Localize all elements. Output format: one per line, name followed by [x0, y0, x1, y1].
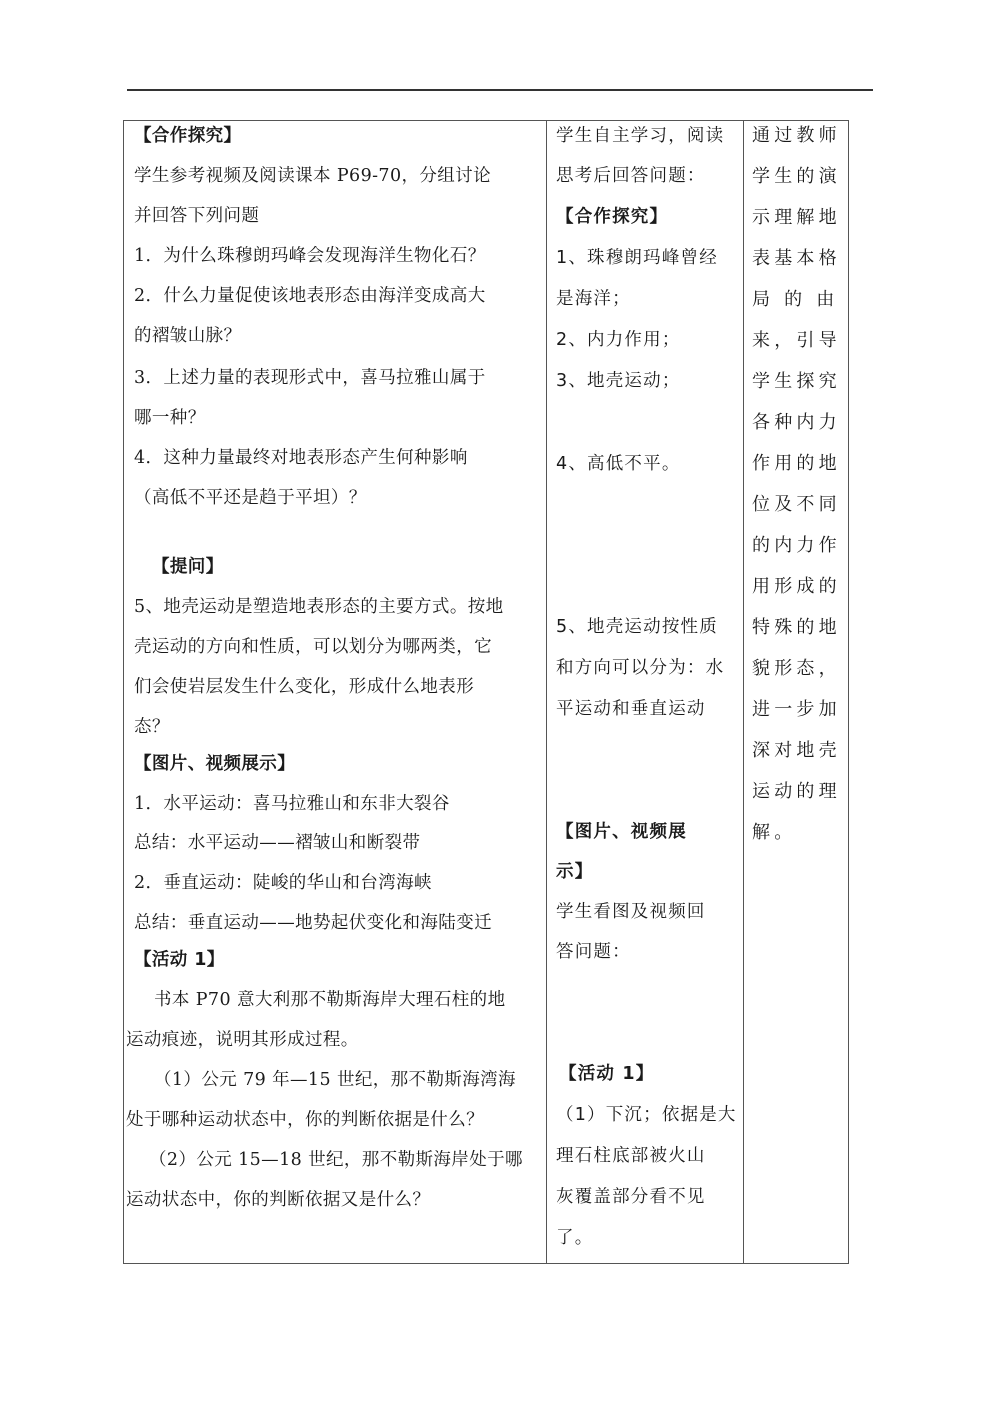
text-line: （2）公元 15—18 世纪，那不勒斯海岸处于哪	[149, 1150, 523, 1170]
question-2: 2．什么力量促使该地表形态由海洋变成高大	[134, 286, 486, 306]
answer-3: 3、地壳运动；	[556, 371, 681, 391]
text-line: 壳运动的方向和性质，可以划分为哪两类，它	[134, 637, 492, 657]
answer-5: 5、地壳运动按性质	[556, 617, 718, 637]
text-line: 貌形态，	[752, 658, 841, 679]
text-line: 各种内力	[752, 412, 841, 433]
text-line: 作用的地	[752, 453, 841, 474]
text-line: 2．垂直运动：陡峻的华山和台湾海峡	[134, 873, 432, 893]
design-intent-column	[744, 121, 848, 1263]
text-line: 来，引导	[752, 330, 841, 351]
text-line: 答问题：	[556, 942, 631, 962]
text-line: 通过教师	[752, 125, 841, 146]
text-line: 1．水平运动：喜马拉雅山和东非大裂谷	[134, 794, 450, 814]
text-line: 书本 P70 意大利那不勒斯海岸大理石柱的地	[154, 990, 506, 1010]
question-3: 3．上述力量的表现形式中，喜马拉雅山属于	[134, 368, 486, 388]
text-line: （高低不平还是趋于平坦）？	[134, 488, 367, 508]
section-heading-media: 【图片、视频展	[556, 822, 687, 842]
text-line: （1）公元 79 年—15 世纪，那不勒斯海湾海	[154, 1070, 516, 1090]
text-line: 态？	[134, 717, 170, 737]
text-line: 处于哪种运动状态中，你的判断依据是什么？	[126, 1110, 484, 1130]
student-activity-column	[547, 121, 744, 1263]
question-4: 4．这种力量最终对地表形态产生何种影响	[134, 448, 468, 468]
text-line: 学生的演	[752, 166, 841, 187]
text-line: 进一步加	[752, 699, 841, 720]
text-line: 示理解地	[752, 207, 841, 228]
text-line: 学生自主学习，阅读	[556, 126, 725, 146]
section-heading-media: 【图片、视频展示】	[134, 754, 296, 774]
section-heading-cooperation: 【合作探究】	[134, 126, 242, 146]
text-line: 用形成的	[752, 576, 841, 597]
text-line: 学生看图及视频回	[556, 902, 706, 922]
text-line: 是海洋；	[556, 289, 631, 309]
text-line: 理石柱底部被火山	[556, 1146, 706, 1166]
text-line: 位及不同	[752, 494, 841, 515]
text-line: 的褶皱山脉？	[134, 326, 242, 346]
lesson-table	[123, 120, 849, 1264]
text-line: 思考后回答问题：	[556, 166, 706, 186]
text-line: 学生探究	[752, 371, 841, 392]
section-heading-cooperation: 【合作探究】	[556, 207, 669, 227]
text-line: 表基本格	[752, 248, 841, 269]
question-1: 1．为什么珠穆朗玛峰会发现海洋生物化石？	[134, 246, 486, 266]
activity-column	[124, 121, 547, 1263]
text-line: 运动痕迹，说明其形成过程。	[126, 1030, 359, 1050]
text-line: 平运动和垂直运动	[556, 699, 706, 719]
text-line: 们会使岩层发生什么变化，形成什么地表形	[134, 677, 475, 697]
text-line: 灰覆盖部分看不见	[556, 1187, 706, 1207]
text-line: 运动的理	[752, 781, 841, 802]
text-line: 和方向可以分为：水	[556, 658, 725, 678]
activity-answer-1: （1）下沉；依据是大	[556, 1105, 737, 1125]
text-line: 总结：水平运动——褶皱山和断裂带	[134, 833, 421, 853]
text-line: 总结：垂直运动——地势起伏变化和海陆变迁	[134, 913, 492, 933]
answer-2: 2、内力作用；	[556, 330, 681, 350]
answer-4: 4、高低不平。	[556, 454, 681, 474]
text-line: 深对地壳	[752, 740, 841, 761]
text-line: 学生参考视频及阅读课本 P69-70，分组讨论	[134, 166, 491, 186]
section-heading-activity-1: 【活动 1】	[559, 1064, 655, 1084]
question-5: 5、地壳运动是塑造地表形态的主要方式。按地	[134, 597, 504, 617]
header-rule	[127, 89, 873, 91]
text-line: 特殊的地	[752, 617, 841, 638]
text-line: 运动状态中，你的判断依据又是什么？	[126, 1190, 431, 1210]
text-line: 解。	[752, 822, 797, 843]
section-heading-question: 【提问】	[152, 557, 224, 577]
text-line: 示】	[556, 862, 594, 882]
text-line: 局 的 由	[752, 289, 839, 310]
text-line: 了。	[556, 1228, 594, 1248]
answer-1: 1、珠穆朗玛峰曾经	[556, 248, 718, 268]
text-line: 的内力作	[752, 535, 841, 556]
text-line: 并回答下列问题	[134, 206, 260, 226]
section-heading-activity-1: 【活动 1】	[134, 950, 225, 970]
text-line: 哪一种？	[134, 408, 206, 428]
